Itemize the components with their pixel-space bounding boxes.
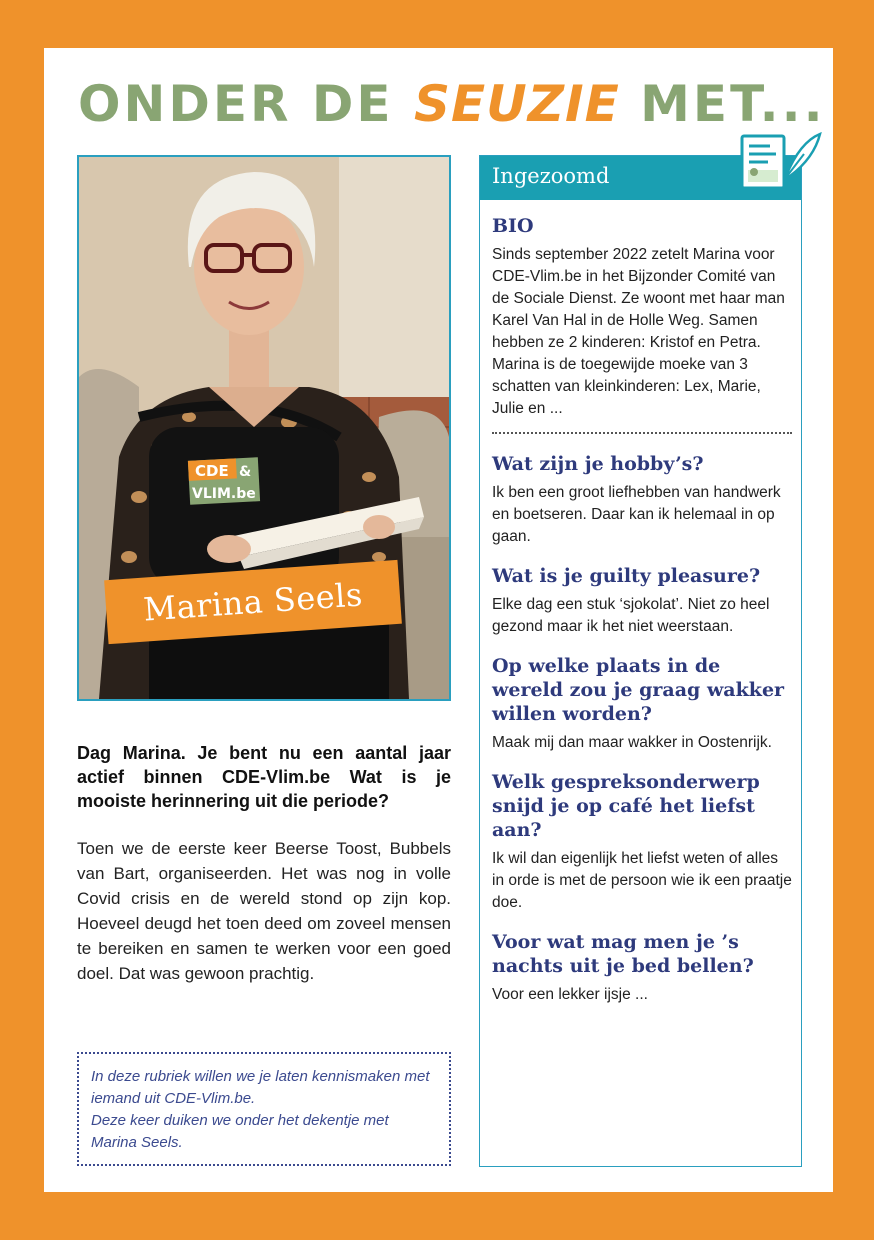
page-title — [78, 74, 826, 134]
intro-line-1: In deze rubriek willen we je laten kennismaken met iemand uit CDE-Vlim.be. — [91, 1068, 430, 1107]
intro-box — [77, 1052, 451, 1166]
bio-text: Sinds september 2022 zetelt Marina voor CDE-Vlim.be in het Bijzonder Comité van de Sociale Dienst. Ze woont met haar man Karel Van Hal in de Holle Weg. Samen hebben ze 2 kinderen: Kristof en Petra. Marina is de toegewijde moeke van 3 schatten van kleinkinderen: Lex, Marie, Julie en ... — [492, 246, 785, 417]
qa-question: Wat zijn je hobby’s? — [492, 453, 704, 475]
qa-question: Wat is je guilty pleasure? — [492, 565, 761, 587]
qa-answer: Maak mij dan maar wakker in Oostenrijk. — [492, 734, 772, 751]
magazine-page — [44, 48, 833, 1192]
qa-question: Voor wat mag men je ’s nachts uit je bed bellen? — [492, 931, 754, 977]
qa-item — [492, 930, 792, 1006]
panel-content — [492, 214, 792, 1022]
section-divider — [492, 432, 792, 434]
badge-vlim: VLIM.be — [192, 486, 256, 502]
qa-item — [492, 770, 792, 914]
qa-item — [492, 452, 792, 548]
interview-question: Dag Marina. Je bent nu een aantal jaar actief binnen CDE-Vlim.be Wat is je mooiste herinnering uit die periode? — [77, 743, 451, 811]
cde-vlim-badge — [188, 457, 260, 505]
qa-answer: Ik ben een groot liefhebben van handwerk en boetseren. Daar kan ik helemaal in op gaan. — [492, 484, 781, 545]
qa-question: Op welke plaats in de wereld zou je graag wakker willen worden? — [492, 655, 785, 725]
interview-answer: Toen we de eerste keer Beerse Toost, Bubbels van Bart, organiseerden. Het was nog in volle Covid crisis en de wereld stond op zijn kop. Hoeveel deugd het toen deed om zoveel mensen te bereiken en samen te werken voor een goed doel. Dat was gewoon prachtig. — [77, 839, 451, 983]
qa-answer: Voor een lekker ijsje ... — [492, 986, 648, 1003]
title-accent: SEUZIE — [413, 75, 620, 133]
qa-item — [492, 654, 792, 754]
qa-item — [492, 564, 792, 638]
person-name: Marina Seels — [142, 575, 364, 629]
qa-answer: Ik wil dan eigenlijk het liefst weten of alles in orde is met de persoon wie ik een praatje doe. — [492, 850, 792, 911]
badge-amp: & — [239, 464, 252, 480]
bio-section — [492, 214, 792, 420]
title-part1: ONDER DE — [78, 75, 414, 133]
document-quill-icon — [740, 132, 822, 194]
qa-answer: Elke dag een stuk ‘sjokolat’. Niet zo heel gezond maar ik het niet weerstaan. — [492, 596, 770, 635]
qa-question: Welk gespreksonderwerp snijd je op café het liefst aan? — [492, 771, 760, 841]
title-part2: MET... — [619, 75, 826, 133]
bio-title: BIO — [492, 215, 534, 237]
panel-header-title: Ingezoomd — [492, 164, 610, 188]
badge-cde: CDE — [195, 462, 229, 480]
intro-line-2: Deze keer duiken we onder het dekentje met Marina Seels. — [91, 1112, 389, 1151]
ingezoomd-panel — [479, 155, 802, 1167]
